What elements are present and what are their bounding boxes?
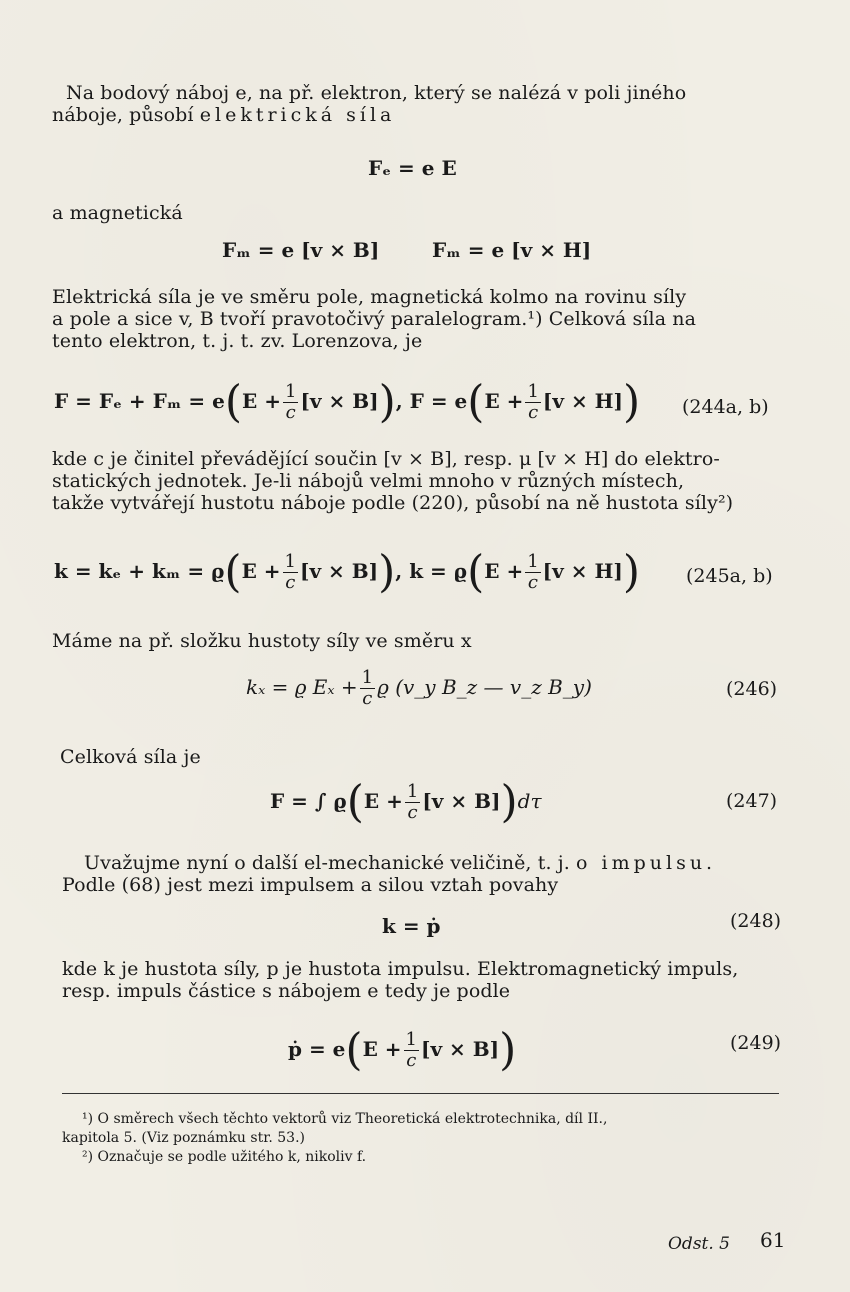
fraction: $\frac{1}{c}$ [406,781,419,823]
equation-fm-h: Fₘ = e [v × H] [432,238,592,262]
text-line: Uvažujme nyní o další el-mechanické veličině, t. j. o impulsu. [84,852,717,874]
fraction: $\frac{1}{c}$ [361,667,374,709]
paragraph-slozka: Máme na př. složku hustoty síly ve směru x [52,630,472,652]
equation-number: (249) [730,1032,782,1054]
paragraph-intro [52,82,782,126]
paragraph-hustota-impulsu: kde k je hustota síly, p je hustota impulsu. Elektromagnetický impuls, resp. impuls částice s nábojem e tedy je podle [62,958,739,1002]
equation-number: (246) [726,678,778,700]
fraction: $\frac{1}{c}$ [284,381,297,423]
text-line: Na bodový náboj e, na př. elektron, který se nalézá v poli jiného [66,82,687,104]
equation-248: k = ṗ [382,914,441,938]
paragraph-magneticka: a magnetická [52,202,183,224]
footnote-1: ¹) O směrech všech těchto vektorů viz Theoretická elektrotechnika, díl II., [82,1111,608,1127]
equation-249: ṗ = e(E + $\frac{1}{c}$ [v × B]) [288,1024,517,1076]
footnote-1-cont: kapitola 5. (Viz poznámku str. 53.) [62,1130,305,1146]
equation-246: kₓ = ϱ Eₓ + $\frac{1}{c}$ ϱ (v_y B_z — v_z B_y) [246,667,592,709]
fraction: $\frac{1}{c}$ [527,551,539,593]
fraction: $\frac{1}{c}$ [405,1029,417,1071]
equation-247: F = ∫ ϱ(E + $\frac{1}{c}$ [v × B])dτ [270,776,542,828]
footnote-separator [62,1093,779,1094]
paragraph-lorenz: Elektrická síla je ve směru pole, magnetická kolmo na rovinu síly a pole a sice v, B tvoří pravotočivý paralelogram.¹) Celková síla na tento elektron, t. j. t. zv. Lorenzova, je [52,286,697,352]
footnote-2: ²) Označuje se podle užitého k, nikoliv f. [82,1149,367,1165]
paragraph-impuls: Uvažujme nyní o další el-mechanické veličině, t. j. o impulsu. Podle (68) jest mezi impulsem a silou vztah povahy [52,852,782,896]
page-number: 61 [760,1228,786,1252]
equation-number: (247) [726,790,778,812]
equation-number: (245a, b) [686,565,773,587]
equation-244: F = Fₑ + Fₘ = e(E + $\frac{1}{c}$ [v × B]), F = e(E + $\frac{1}{c}$ [v × H]) [54,376,641,428]
paragraph-cinitel: kde c je činitel převádějící součin [v × B], resp. μ [v × H] do elektro- statických jednotek. Je-li nábojů velmi mnoho v různých místech, takže vytvářejí hustotu náboje podle (220), působí na ně hustota síly²) [52,448,734,514]
fraction: $\frac{1}{c}$ [284,551,296,593]
equation-245: k = kₑ + kₘ = ϱ(E + $\frac{1}{c}$ [v × B]), k = ϱ(E + $\frac{1}{c}$ [v × H]) [54,546,640,598]
equation-number: (248) [730,910,782,932]
equation-number: (244a, b) [682,396,769,418]
text-line: náboje, působí elektrická síla [52,104,396,126]
fraction: $\frac{1}{c}$ [527,381,539,423]
paragraph-celkova: Celková síla je [60,746,201,768]
section-label: Odst. 5 [668,1234,730,1254]
equation-fe: Fₑ = e E [368,156,457,180]
equation-fm-b: Fₘ = e [v × B] [222,238,380,262]
footnotes [62,1110,782,1167]
